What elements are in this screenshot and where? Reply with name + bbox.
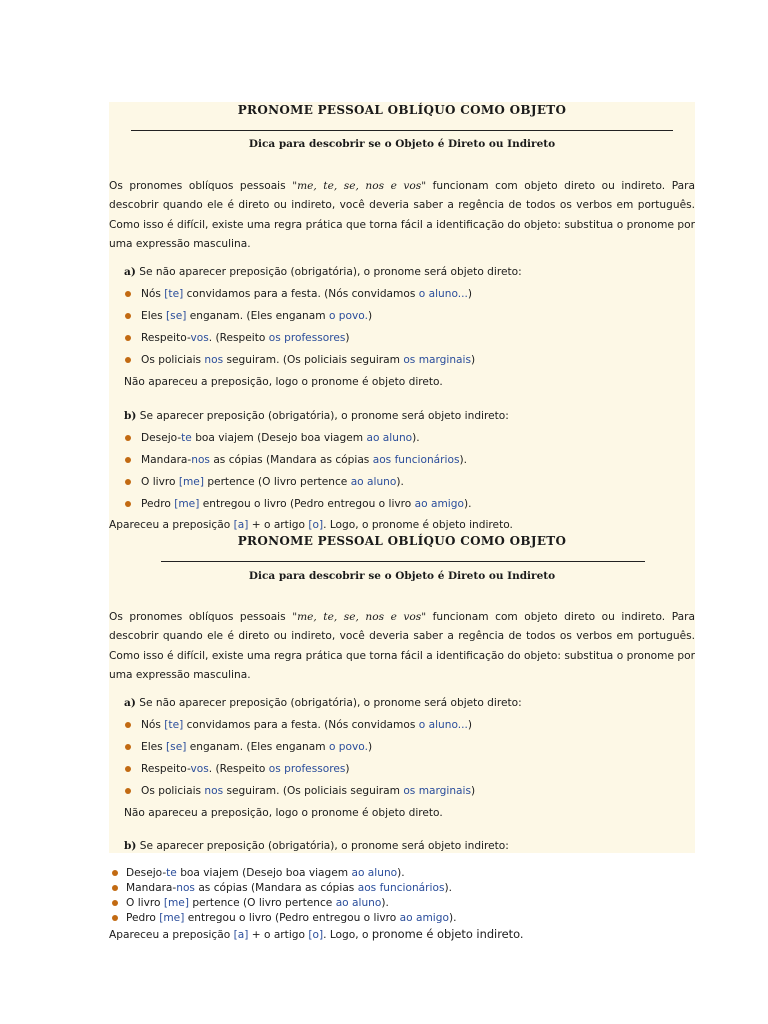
pronoun-list: "me, te, se, nos e vos" xyxy=(292,611,427,623)
bullet-icon xyxy=(125,435,131,441)
list-item: Mandara-nos as cópias (Mandara as cópias aos funcionários). xyxy=(126,882,452,894)
conclusion-a: Não apareceu a preposição, logo o pronome é objeto direto. xyxy=(124,376,443,388)
rule-a xyxy=(124,265,522,279)
bullet-icon xyxy=(125,479,131,485)
title-divider xyxy=(131,130,673,131)
title-divider xyxy=(161,561,645,562)
tip-heading: Dica para descobrir se o Objeto é Direto ou Indireto xyxy=(248,570,556,582)
list-item: Eles [se] enganam. (Eles enganam o povo.) xyxy=(141,741,373,753)
list-item: Mandara-nos as cópias (Mandara as cópias aos funcionários). xyxy=(141,454,467,466)
intro-paragraph xyxy=(109,608,695,685)
list-item: Eles [se] enganam. (Eles enganam o povo.) xyxy=(141,310,373,322)
bullet-icon xyxy=(125,457,131,463)
rule-b-text: Se aparecer preposição (obrigatória), o pronome será objeto indireto: xyxy=(136,840,509,852)
bullet-icon xyxy=(112,900,118,906)
bullet-icon xyxy=(125,744,131,750)
bullet-icon xyxy=(125,313,131,319)
rule-a-text: Se não aparecer preposição (obrigatória), o pronome será objeto direto: xyxy=(135,697,522,709)
intro-text-end: funcionam com objeto direto ou indireto. Para descobrir quando ele é direto ou indireto, você deveria saber a regência de todos os verbos em português. Como isso é difícil, existe uma regra prática que torna fácil a identificação do objeto: substitua o pronome por uma expressão masculina. xyxy=(109,611,695,681)
conclusion-b: Apareceu a preposição [a] + o artigo [o]. Logo, o pronome é objeto indireto. xyxy=(109,927,524,941)
list-item: Pedro [me] entregou o livro (Pedro entregou o livro ao amigo). xyxy=(126,912,457,924)
bullet-icon xyxy=(125,788,131,794)
content-block-2 xyxy=(109,533,695,853)
bullet-icon xyxy=(125,291,131,297)
pronoun-list: "me, te, se, nos e vos" xyxy=(292,180,427,192)
bullet-icon xyxy=(125,357,131,363)
rule-a-marker: a) xyxy=(124,697,136,709)
bullet-icon xyxy=(112,885,118,891)
intro-text-start: Os pronomes oblíquos pessoais xyxy=(109,611,293,623)
list-item: Os policiais nos seguiram. (Os policiais seguiram os marginais) xyxy=(141,354,476,366)
intro-text-start: Os pronomes oblíquos pessoais xyxy=(109,180,293,192)
bullet-icon xyxy=(125,335,131,341)
rule-b-text: Se aparecer preposição (obrigatória), o pronome será objeto indireto: xyxy=(136,410,509,422)
rule-a xyxy=(124,696,522,710)
list-item: Desejo-te boa viajem (Desejo boa viagem ao aluno). xyxy=(126,867,405,879)
rule-a-text: Se não aparecer preposição (obrigatória), o pronome será objeto direto: xyxy=(135,266,522,278)
rule-b-marker: b) xyxy=(124,840,137,852)
list-item: Nós [te] convidamos para a festa. (Nós convidamos o aluno...) xyxy=(141,719,473,731)
bullet-icon xyxy=(112,915,118,921)
list-item: Nós [te] convidamos para a festa. (Nós convidamos o aluno...) xyxy=(141,288,473,300)
tip-heading: Dica para descobrir se o Objeto é Direto ou Indireto xyxy=(248,138,556,150)
list-item: O livro [me] pertence (O livro pertence ao aluno). xyxy=(141,476,404,488)
rule-a-marker: a) xyxy=(124,266,136,278)
list-item: Os policiais nos seguiram. (Os policiais seguiram os marginais) xyxy=(141,785,476,797)
rule-b-marker: b) xyxy=(124,410,137,422)
bullet-icon xyxy=(112,870,118,876)
bullet-icon xyxy=(125,766,131,772)
rule-b xyxy=(124,409,509,423)
bullet-icon xyxy=(125,501,131,507)
list-item: Desejo-te boa viajem (Desejo boa viagem ao aluno). xyxy=(141,432,420,444)
rule-b xyxy=(124,839,509,853)
list-item: Pedro [me] entregou o livro (Pedro entregou o livro ao amigo). xyxy=(141,498,472,510)
conclusion-a: Não apareceu a preposição, logo o pronome é objeto direto. xyxy=(124,807,443,819)
intro-paragraph xyxy=(109,177,695,254)
list-item: Respeito-vos. (Respeito os professores) xyxy=(141,763,350,775)
bullet-icon xyxy=(125,722,131,728)
list-item: O livro [me] pertence (O livro pertence ao aluno). xyxy=(126,897,389,909)
page-title: PRONOME PESSOAL OBLÍQUO COMO OBJETO xyxy=(237,103,567,117)
conclusion-b: Apareceu a preposição [a] + o artigo [o]. Logo, o pronome é objeto indireto. xyxy=(109,519,513,531)
page-title: PRONOME PESSOAL OBLÍQUO COMO OBJETO xyxy=(237,534,567,548)
list-item: Respeito-vos. (Respeito os professores) xyxy=(141,332,350,344)
content-block-1 xyxy=(109,102,695,535)
intro-text-end: funcionam com objeto direto ou indireto. Para descobrir quando ele é direto ou indireto, você deveria saber a regência de todos os verbos em português. Como isso é difícil, existe uma regra prática que torna fácil a identificação do objeto: substitua o pronome por uma expressão masculina. xyxy=(109,180,695,250)
